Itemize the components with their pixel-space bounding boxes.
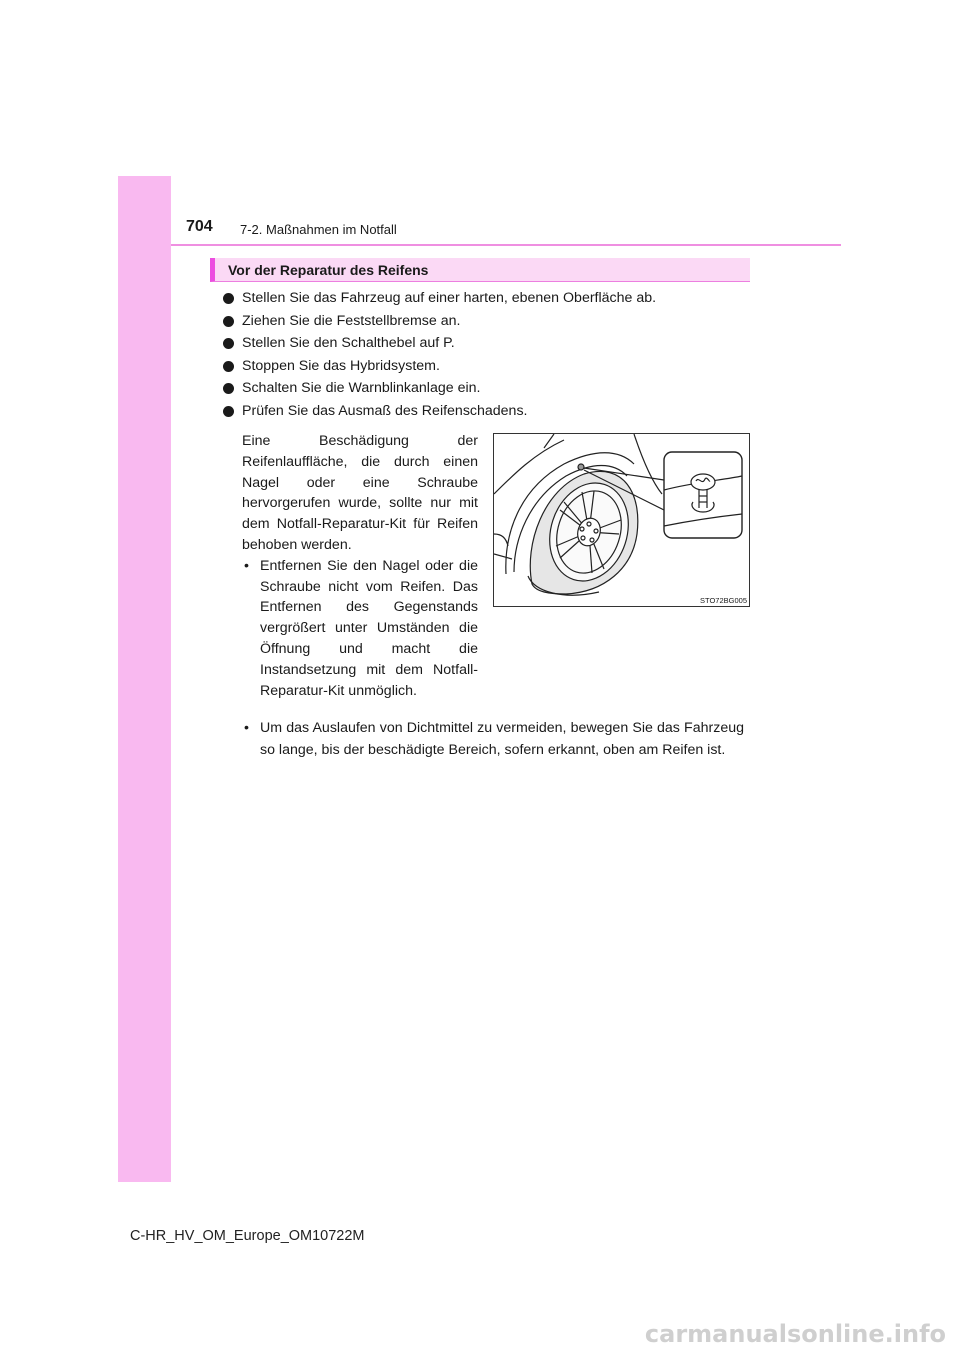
bullet-icon [223, 338, 234, 349]
tire-illustration [493, 433, 750, 607]
sub-note-text: Entfernen Sie den Nagel oder die Schraube nicht vom Reifen. Das Entfernen des Gegenstands vergrößert unter Umständen die Öffnung und macht die Instandsetzung mit dem Notfall-Reparatur-Kit unmöglich. [260, 557, 478, 699]
list-item [222, 333, 762, 356]
paragraph-text: Eine Beschädigung der Reifenlauffläche, die durch einen Nagel oder eine Schraube hervorgerufen wurde, sollte nur mit dem Notfall-Reparatur-Kit für Reifen behoben werden. [242, 433, 478, 553]
list-item-text: Ziehen Sie die Feststellbremse an. [242, 312, 461, 329]
header-divider [171, 244, 841, 246]
section-heading-bar [210, 258, 750, 282]
list-item-text: Prüfen Sie das Ausmaß des Reifenschadens. [242, 402, 528, 419]
list-item-text: Stellen Sie den Schalthebel auf P. [242, 335, 455, 352]
damage-explanation [242, 431, 478, 701]
sub-bullet-icon: • [244, 720, 249, 736]
list-item [222, 311, 762, 334]
figure-code: STO72BG005 [700, 596, 747, 605]
list-item-text: Stoppen Sie das Hybridsystem. [242, 357, 440, 374]
list-item [222, 356, 762, 379]
checklist [222, 288, 762, 424]
watermark: carmanualsonline.info [644, 1320, 946, 1348]
list-item [222, 401, 762, 424]
sub-note-wide [242, 718, 744, 762]
sub-note-text: Um das Auslaufen von Dichtmittel zu vermeiden, bewegen Sie das Fahrzeug so lange, bis der beschädigte Bereich, sofern erkannt, oben am Reifen ist. [260, 720, 744, 758]
list-item [222, 288, 762, 311]
bullet-icon [223, 293, 234, 304]
chapter-title: 7-2. Maßnahmen im Notfall [240, 222, 397, 237]
chapter-sidebar-tab [118, 176, 171, 1182]
document-id: C-HR_HV_OM_Europe_OM10722M [130, 1228, 365, 1244]
list-item-text: Schalten Sie die Warnblinkanlage ein. [242, 380, 481, 397]
bullet-icon [223, 406, 234, 417]
sub-note [242, 556, 478, 702]
list-item [222, 378, 762, 401]
bullet-icon [223, 383, 234, 394]
bullet-icon [223, 361, 234, 372]
tire-with-nail-icon [494, 434, 749, 606]
sub-note [242, 718, 744, 762]
list-item-text: Stellen Sie das Fahrzeug auf einer harten, ebenen Oberfläche ab. [242, 290, 657, 306]
page-number: 704 [186, 218, 213, 235]
bullet-icon [223, 316, 234, 327]
section-title: Vor der Reparatur des Reifens [228, 262, 429, 278]
sub-bullet-icon: • [244, 557, 249, 574]
